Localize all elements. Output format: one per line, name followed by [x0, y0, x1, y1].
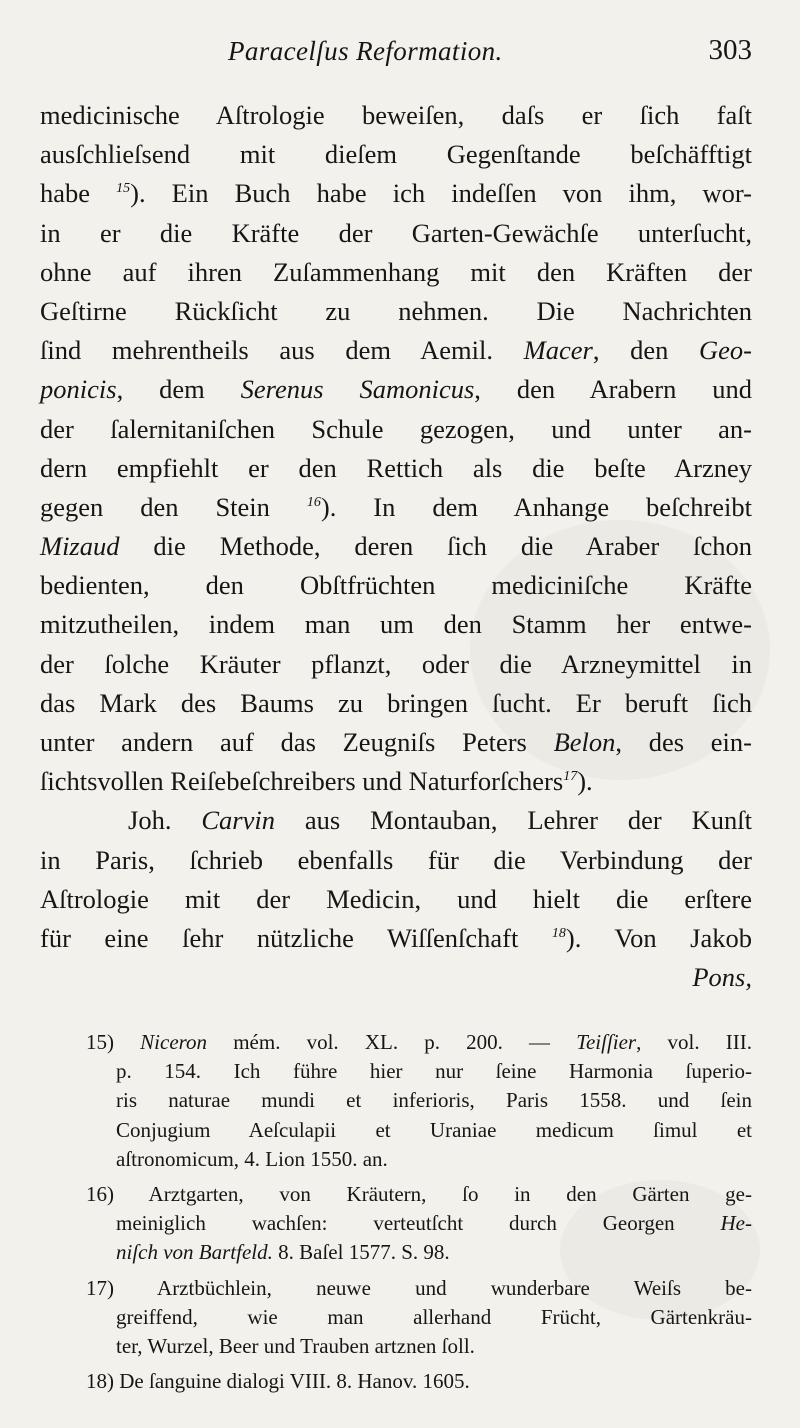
text-line: in er die Kräfte der Garten-Gewächſe unterſucht, — [40, 217, 752, 248]
footnote-15: 15) Niceron mém. vol. XL. p. 200. — Teiſſier, vol. III. — [86, 1030, 752, 1054]
text-line: Mizaud die Methode, deren ſich die Araber ſchon — [40, 531, 752, 562]
footnote-line: p. 154. Ich führe hier nur ſeine Harmonia ſuperio- — [116, 1059, 752, 1084]
text-line: ausſchlieſsend mit dieſem Gegenſtande beſchäfftigt — [40, 139, 752, 170]
text-line: medicinische Aſtrologie beweiſen, daſs er ſich faſt — [40, 100, 752, 130]
text-line: ſichtsvollen Reiſebeſchreibers und Naturforſchers$^{17}$). — [40, 766, 593, 797]
body-text — [40, 96, 752, 997]
footnote-ref: 18 — [551, 925, 566, 941]
text-line: das Mark des Baums zu bringen ſucht. Er beruft ſich — [40, 687, 752, 718]
text-line: ſind mehrentheils aus dem Aemil. Macer, den Geo- — [40, 335, 753, 366]
footnote-line: aſtronomicum, 4. Lion 1550. an. — [116, 1146, 388, 1171]
page-header — [0, 32, 800, 82]
footnote-line: meiniglich wachſen: verteutſcht durch Georgen He- — [116, 1211, 752, 1236]
footnote-ref: 17 — [563, 769, 578, 785]
text-line: der ſolche Kräuter pflanzt, oder die Arzneymittel in — [40, 648, 752, 679]
footnotes — [86, 1028, 752, 1396]
text-line: unter andern auf das Zeugniſs Peters Belon, des ein- — [40, 727, 752, 757]
footnote-line: greiffend, wie man allerhand Frücht, Gärtenkräu- — [116, 1304, 752, 1329]
footnote-17: 17) Arztbüchlein, neuwe und wunderbare Weiſs be- — [86, 1275, 752, 1300]
footnote-ref: 16 — [306, 494, 321, 510]
footnote-line: Conjugium Aeſculapii et Uraniae medicum ſimul et — [116, 1117, 752, 1142]
text-line: in Paris, ſchrieb ebenfalls für die Verbindung der — [40, 844, 752, 875]
text-line: Aſtrologie mit der Medicin, und hielt die erſtere — [40, 883, 752, 914]
footnote-16: 16) Arztgarten, von Kräutern, ſo in den Gärten ge- — [86, 1181, 752, 1206]
footnote-line: ris naturae mundi et inferioris, Paris 1558. und ſein — [116, 1088, 752, 1113]
footnote-line: ter, Wurzel, Beer und Trauben artznen ſoll. — [116, 1333, 475, 1358]
running-head: Paracelſus Reformation. — [228, 36, 503, 66]
footnote-line: niſch von Bartfeld. 8. Baſel 1577. S. 98. — [116, 1240, 450, 1265]
text-line: der ſalernitaniſchen Schule gezogen, und unter an- — [40, 413, 752, 444]
footnote-18: 18) De ſanguine dialogi VIII. 8. Hanov. 1605. — [86, 1369, 470, 1394]
page-number: 303 — [708, 34, 752, 66]
text-line: gegen den Stein $^{16}$). In dem Anhange beſchreibt — [40, 491, 753, 522]
text-line: mitzutheilen, indem man um den Stamm her entwe- — [40, 609, 752, 640]
text-line: Geſtirne Rückſicht zu nehmen. Die Nachrichten — [40, 295, 752, 326]
text-line: für eine ſehr nützliche Wiſſenſchaft $^{18}$). Von Jakob — [40, 922, 752, 953]
paragraph-start-line: Joh. Carvin aus Montauban, Lehrer der Kunſt — [128, 805, 752, 836]
text-line: ponicis, dem Serenus Samonicus, den Arabern und — [40, 374, 752, 405]
text-line: habe $^{15}$). Ein Buch habe ich indeſſen von ihm, wor- — [40, 178, 752, 209]
text-line: bedienten, den Obſtfrüchten mediciniſche Kräfte — [40, 570, 752, 601]
text-line: dern empfiehlt er den Rettich als die beſte Arzney — [40, 452, 752, 483]
text-line: ohne auf ihren Zuſammenhang mit den Kräften der — [40, 256, 752, 287]
footnote-ref: 15 — [116, 181, 131, 197]
catchword: Pons, — [692, 962, 752, 993]
